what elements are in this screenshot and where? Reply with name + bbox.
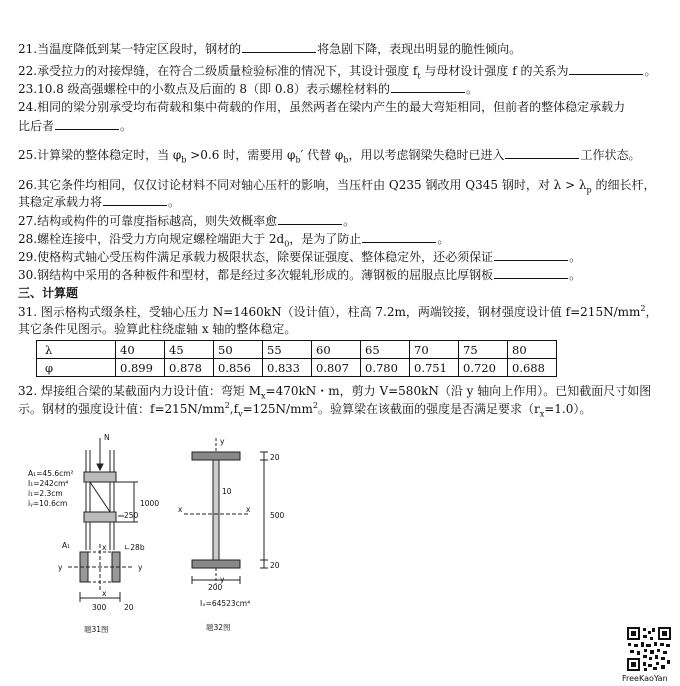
label-10: 10	[222, 487, 232, 496]
answer-blank	[494, 267, 568, 279]
label-A1: A₁=45.6cm²	[28, 469, 74, 478]
table-cell: 0.807	[312, 359, 361, 377]
answer-blank	[362, 231, 436, 243]
label-i1: i₁=2.3cm	[28, 489, 63, 498]
question-23: 23.10.8 级高强螺栓中的小数点及后面的 8（即 0.8）表示螺栓材料的 。	[18, 82, 478, 96]
caption-32: 题32图	[206, 623, 231, 632]
label-500: 500	[270, 511, 285, 520]
label-x-top: x	[102, 543, 107, 552]
answer-blank	[505, 147, 579, 159]
brand-label: FreeKaoYan	[622, 674, 668, 683]
table-cell: 50	[214, 341, 263, 359]
table-cell: 0.688	[508, 359, 557, 377]
answer-blank	[569, 63, 643, 75]
table-cell: 0.856	[214, 359, 263, 377]
load-arrow-head	[97, 464, 103, 470]
top-flange	[192, 452, 240, 460]
answer-blank	[103, 194, 167, 206]
batten-top	[84, 472, 116, 482]
table-cell: 70	[410, 341, 459, 359]
section-heading: 三、计算题	[18, 286, 79, 300]
question-27: 27.结构或构件的可靠度指标越高，则失效概率愈 。	[18, 214, 356, 228]
answer-blank	[278, 213, 342, 225]
table-cell: 45	[165, 341, 214, 359]
label-y-top: y	[220, 437, 225, 446]
question-29: 29.使格构式轴心受压构件满足承载力极限状态，除要保证强度、整体稳定外，还必须保证 。	[18, 250, 582, 264]
label-x-left: x	[178, 505, 183, 514]
question-28: 28.螺栓连接中，沿受力方向规定螺栓端距大于 $2d_0$，是为了防止 。	[18, 232, 450, 249]
question-26-cont: 其稳定承载力将 。	[18, 195, 181, 209]
question-31-cont: 其它条件见图示。验算此柱绕虚轴 x 轴的整体稳定。	[18, 322, 297, 336]
batten-bottom	[84, 512, 116, 522]
bottom-flange	[192, 560, 240, 568]
table-cell: 0.833	[263, 359, 312, 377]
label-y-left: y	[58, 563, 63, 572]
table-cell: 80	[508, 341, 557, 359]
question-26: 26.其它条件均相同，仅仅讨论材料不同对轴心压杆的影响，当压杆由 Q235 钢改用 Q345 钢时，对 $\lambda > \lambda_p$ 的细长杆，	[18, 178, 656, 195]
label-N: N	[104, 433, 110, 442]
caption-31: 题31图	[84, 625, 109, 634]
label-angle: ∟28b	[124, 543, 145, 552]
label-200: 200	[208, 583, 223, 592]
lacing-bar	[90, 482, 110, 512]
label-20a: 20	[270, 453, 280, 462]
table-cell: 0.751	[410, 359, 459, 377]
table-row	[37, 359, 557, 377]
question-32: 32. 焊接组合梁的某截面内力设计值：弯矩 $M_x=470kN$・m，剪力 V=580kN（沿 y 轴向上作用）。已知截面尺寸如图	[18, 384, 652, 401]
label-300: 300	[92, 603, 107, 612]
answer-blank	[391, 81, 465, 93]
table-cell: 40	[116, 341, 165, 359]
question-31: 31. 图示格构式缀条柱，受轴心压力 N=1460kN（设计值），柱高 7.2m，两端铰接，钢材强度设计值 $f=215N/mm^2$，	[18, 304, 658, 319]
figures-31-32	[28, 430, 296, 638]
table-cell: 0.780	[361, 359, 410, 377]
qr-code-icon	[626, 626, 672, 672]
question-25: 25.计算梁的整体稳定时，当 $\varphi_b >0.6$ 时，需要用 $\varphi_b'$ 代替 $\varphi_b$，用以考虑钢梁失稳时已进入 工作状态。	[18, 148, 641, 165]
label-1000: 1000	[140, 499, 160, 508]
label-x-right: x	[246, 505, 251, 514]
question-32-cont: 示。钢材的强度设计值：$f=215N/mm^2,f_v=125N/mm^2$。验算梁在该截面的强度是否满足要求$(r_x=1.0)$。	[18, 401, 592, 419]
lambda-header: λ	[37, 341, 116, 359]
table-cell: 0.720	[459, 359, 508, 377]
web	[213, 460, 219, 560]
question-24-cont: 比后者 。	[18, 119, 133, 133]
label-iy: iᵧ=10.6cm	[28, 499, 68, 508]
question-21: 21.当温度降低到某一特定区段时，钢材的 将急剧下降，表现出明显的脆性倾向。	[18, 42, 522, 56]
label-20b: 20	[270, 561, 280, 570]
label-A1s: A₁	[62, 541, 71, 550]
answer-blank	[55, 118, 119, 130]
table-cell: 60	[312, 341, 361, 359]
question-24: 24.相同的梁分别承受均布荷载和集中荷载的作用，虽然两者在梁内产生的最大弯矩相同，但前者的整体稳定承载力	[18, 100, 626, 114]
table-row	[37, 341, 557, 359]
label-250: 250	[124, 511, 139, 520]
table-cell: 65	[361, 341, 410, 359]
stability-coefficient-table	[36, 340, 557, 377]
answer-blank	[494, 249, 568, 261]
label-y-right: y	[138, 563, 143, 572]
question-30: 30.钢结构中采用的各种板件和型材，都是经过多次辊轧形成的。薄钢板的屈服点比厚钢板 。	[18, 268, 582, 282]
answer-blank	[242, 41, 316, 53]
table-cell: 75	[459, 341, 508, 359]
table-cell: 0.899	[116, 359, 165, 377]
table-cell: 0.878	[165, 359, 214, 377]
table-cell: 55	[263, 341, 312, 359]
label-y-bot: y	[220, 575, 225, 584]
phi-header: φ	[37, 359, 116, 377]
label-I1: I₁=242cm⁴	[28, 479, 69, 488]
label-x-bot: x	[102, 589, 107, 598]
label-Ix: Iₓ=64523cm⁴	[200, 599, 251, 608]
question-22: 22.承受拉力的对接焊缝，在符合二级质量检验标准的情况下，其设计强度 $f_t$ 与母材设计强度 f 的关系为 。	[18, 64, 657, 81]
label-20: 20	[124, 603, 134, 612]
